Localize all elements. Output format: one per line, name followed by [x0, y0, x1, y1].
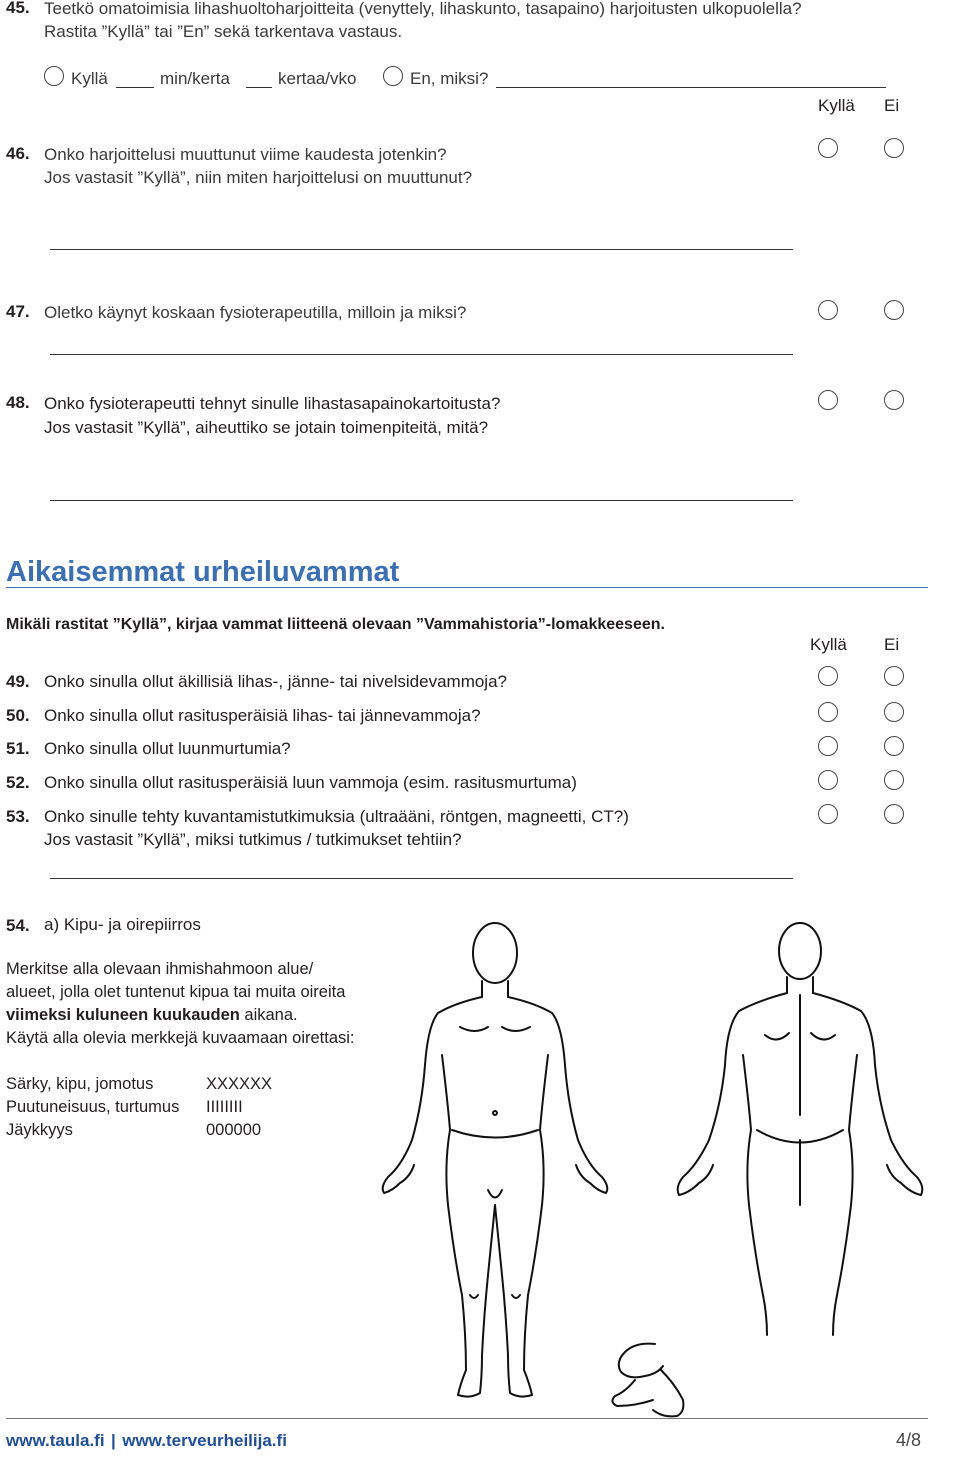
- q53-text-line2: Jos vastasit ”Kyllä”, miksi tutkimus / tutkimukset tehtiin?: [44, 830, 462, 849]
- q52-text: Onko sinulla ollut rasitusperäisiä luun vammoja (esim. rasitusmurtuma): [44, 773, 577, 792]
- q46-no-radio[interactable]: [884, 138, 904, 158]
- q53-text-line1: Onko sinulle tehty kuvantamistutkimuksia (ultraääni, röntgen, magneetti, CT?): [44, 807, 629, 826]
- q51-number: 51.: [6, 739, 30, 758]
- column-no-heading-2: Ei: [884, 635, 900, 654]
- q48-answer-line[interactable]: [50, 500, 793, 501]
- q53-answer-line[interactable]: [50, 878, 793, 879]
- q49-text: Onko sinulla ollut äkillisiä lihas-, jänne- tai nivelsidevammoja?: [44, 672, 507, 691]
- q48-no-radio[interactable]: [884, 390, 904, 410]
- q49-no-radio[interactable]: [884, 666, 904, 686]
- q45-unit-times: kertaa/vko: [278, 69, 357, 88]
- q48-yes-radio[interactable]: [818, 390, 838, 410]
- section-title: Aikaisemmat urheiluvammat: [6, 556, 400, 588]
- foot-diagram[interactable]: [605, 1340, 715, 1420]
- q53-no-radio[interactable]: [884, 804, 904, 824]
- footer-link-terveurheilija[interactable]: www.terveurheilija.fi: [122, 1431, 287, 1450]
- q45-no-label: En, miksi?: [410, 69, 489, 88]
- q45-number: 45.: [6, 0, 30, 17]
- q45-text-line2: Rastita ”Kyllä” tai ”En” sekä tarkentava vastaus.: [44, 22, 403, 41]
- q46-answer-line[interactable]: [50, 249, 793, 250]
- q46-number: 46.: [6, 144, 30, 163]
- q45-yes-radio[interactable]: [44, 66, 64, 86]
- footer-links: [6, 1431, 287, 1451]
- q54-instruction-line1: Merkitse alla olevaan ihmishahmoon alue/: [6, 960, 314, 978]
- q47-answer-line[interactable]: [50, 354, 793, 355]
- page-number: 4/8: [896, 1430, 922, 1450]
- q50-text: Onko sinulla ollut rasitusperäisiä lihas- tai jännevammoja?: [44, 706, 481, 725]
- q48-text-line2: Jos vastasit ”Kyllä”, aiheuttiko se jotain toimenpiteitä, mitä?: [44, 418, 489, 437]
- legend-row-numbness: [6, 1096, 272, 1119]
- q48-number: 48.: [6, 393, 30, 412]
- q53-number: 53.: [6, 807, 30, 826]
- q51-text: Onko sinulla ollut luunmurtumia?: [44, 739, 291, 758]
- q54-number: 54.: [6, 916, 30, 935]
- q54-instructions: [6, 958, 355, 1050]
- q52-no-radio[interactable]: [884, 770, 904, 790]
- legend-mark: IIIIIIII: [206, 1098, 243, 1116]
- q52-yes-radio[interactable]: [818, 770, 838, 790]
- q45-yes-label: Kyllä: [71, 69, 108, 88]
- legend-mark: 000000: [206, 1121, 262, 1139]
- q46-text-line2: Jos vastasit ”Kyllä”, niin miten harjoittelusi on muuttunut?: [44, 168, 473, 187]
- column-yes-heading-2: Kyllä: [810, 635, 847, 654]
- q54-instruction-bold: viimeksi kuluneen kuukauden: [6, 1006, 240, 1024]
- section-instruction: Mikäli rastitat ”Kyllä”, kirjaa vammat liitteenä olevaan ”Vammahistoria”-lomakkeeseen.: [6, 616, 665, 633]
- q46-text-line1: Onko harjoittelusi muuttunut viime kaudesta jotenkin?: [44, 145, 447, 164]
- q45-unit-min: min/kerta: [160, 69, 230, 88]
- column-no-heading: Ei: [884, 96, 900, 115]
- legend-row-stiffness: [6, 1119, 272, 1142]
- body-diagram-front[interactable]: [370, 915, 620, 1415]
- q53-yes-radio[interactable]: [818, 804, 838, 824]
- footer-link-taula[interactable]: www.taula.fi: [6, 1431, 105, 1450]
- q47-text: Oletko käynyt koskaan fysioterapeutilla, milloin ja miksi?: [44, 303, 467, 322]
- q47-no-radio[interactable]: [884, 300, 904, 320]
- footer-separator: |: [111, 1431, 116, 1450]
- q49-number: 49.: [6, 672, 30, 691]
- q51-yes-radio[interactable]: [818, 736, 838, 756]
- q47-yes-radio[interactable]: [818, 300, 838, 320]
- q45-minutes-field[interactable]: [116, 73, 154, 88]
- legend-label: Jäykkyys: [6, 1121, 73, 1139]
- q54-instruction-line2: alueet, jolla olet tuntenut kipua tai muita oireita: [6, 983, 346, 1001]
- q54-instruction-line4: Käytä alla olevia merkkejä kuvaamaan oirettasi:: [6, 1029, 355, 1047]
- q45-times-field[interactable]: [246, 73, 272, 88]
- q48-text-line1: Onko fysioterapeutti tehnyt sinulle lihastasapainokartoitusta?: [44, 394, 501, 413]
- column-yes-heading: Kyllä: [818, 96, 855, 115]
- q54-instruction-rest: aikana.: [239, 1006, 298, 1024]
- symptom-legend: [6, 1073, 272, 1142]
- q47-number: 47.: [6, 302, 30, 321]
- q54-title: a) Kipu- ja oirepiirros: [44, 915, 201, 934]
- footer-divider: [6, 1418, 928, 1419]
- q50-number: 50.: [6, 706, 30, 725]
- q45-no-radio[interactable]: [383, 66, 403, 86]
- q50-yes-radio[interactable]: [818, 702, 838, 722]
- q45-text-line1: Teetkö omatoimisia lihashuoltoharjoitteita (venyttely, lihaskunto, tasapaino) harjoitusten ulkopuolella?: [44, 0, 802, 18]
- legend-row-pain: [6, 1073, 272, 1096]
- q50-no-radio[interactable]: [884, 702, 904, 722]
- q49-yes-radio[interactable]: [818, 666, 838, 686]
- q51-no-radio[interactable]: [884, 736, 904, 756]
- legend-label: Särky, kipu, jomotus: [6, 1075, 154, 1093]
- body-diagram-back[interactable]: [665, 915, 935, 1355]
- q54-instruction-line3: [6, 1004, 355, 1027]
- section-title-underline: [6, 587, 928, 588]
- legend-mark: XXXXXX: [206, 1075, 273, 1093]
- q52-number: 52.: [6, 773, 30, 792]
- q46-yes-radio[interactable]: [818, 138, 838, 158]
- q45-reason-line[interactable]: [496, 87, 886, 88]
- legend-label: Puutuneisuus, turtumus: [6, 1098, 180, 1116]
